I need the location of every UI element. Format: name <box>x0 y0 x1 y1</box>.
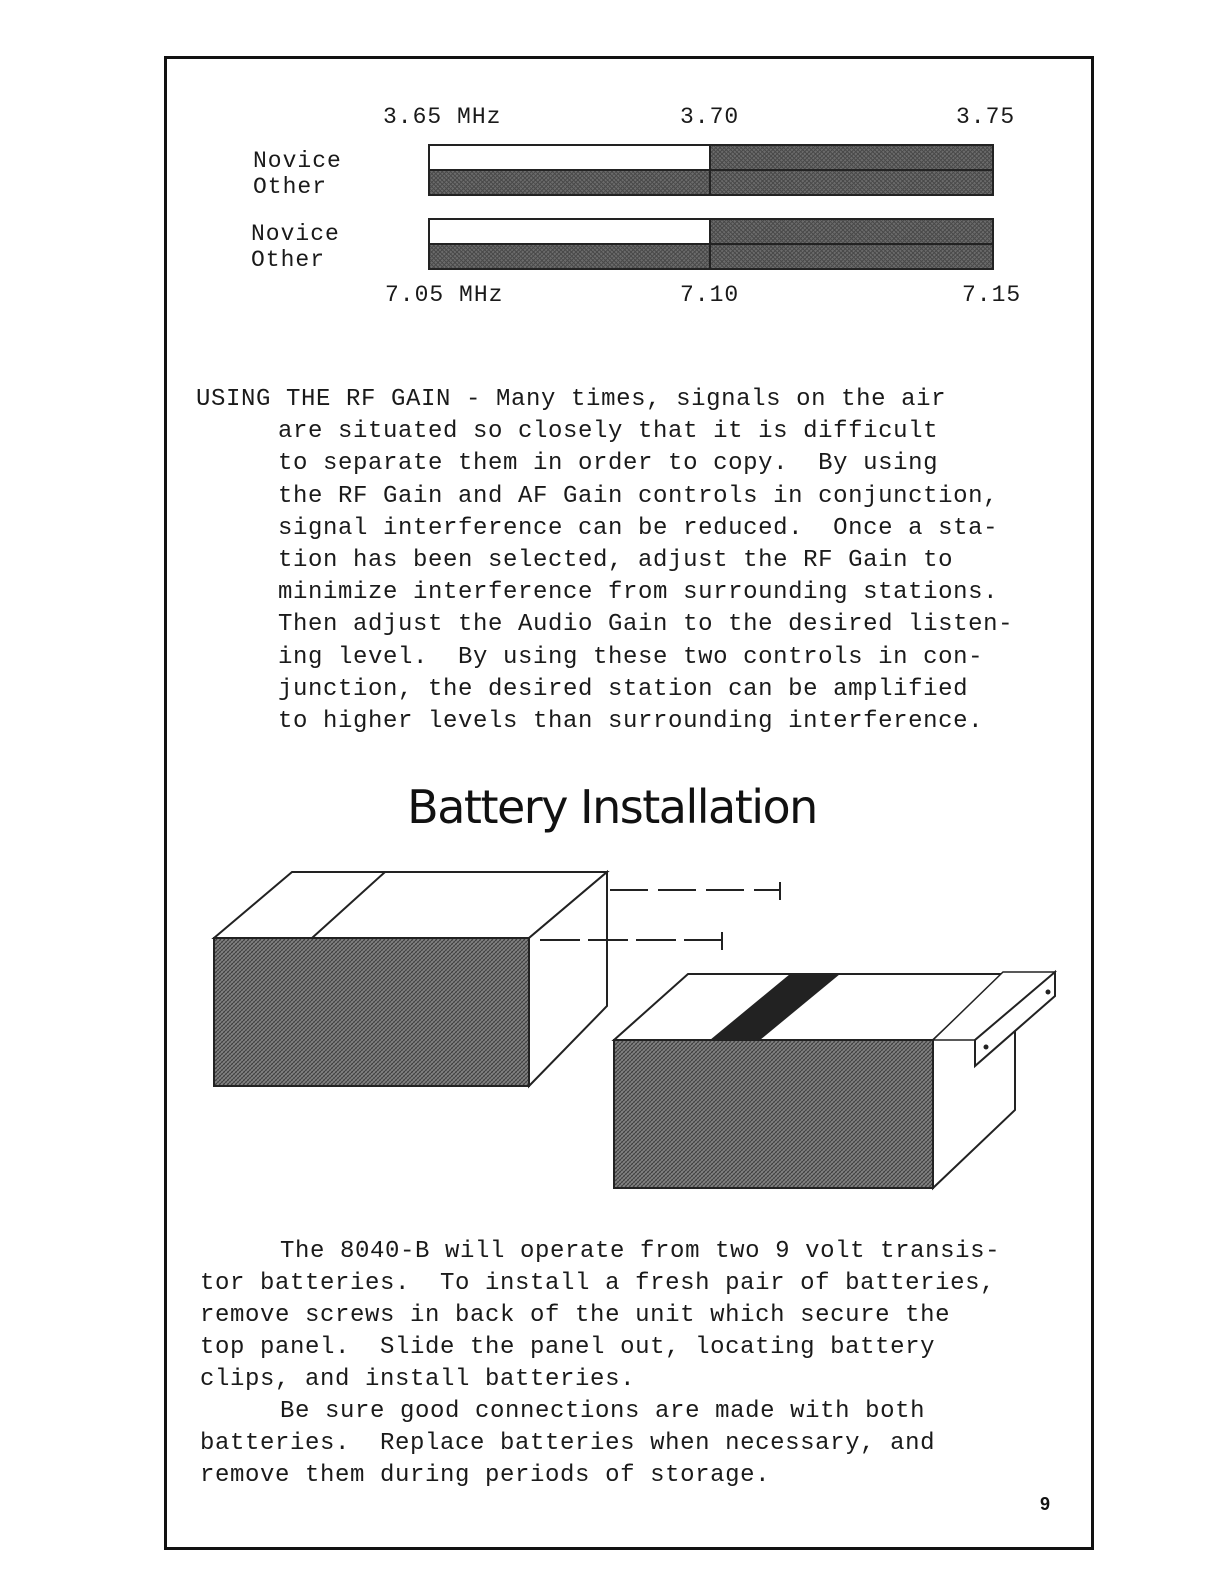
screw-icon <box>984 1045 989 1050</box>
battery-line: top panel. Slide the panel out, locating battery <box>200 1334 936 1361</box>
band2-freq-mid: 7.10 <box>680 282 740 308</box>
band1-label-other: Other <box>253 174 328 200</box>
band2-novice-segment-other <box>711 220 992 243</box>
band2-bar <box>428 218 994 270</box>
rf-gain-line: signal interference can be reduced. Once a sta- <box>278 514 999 542</box>
band1-bar <box>428 144 994 196</box>
rf-gain-line: are situated so closely that it is difficult <box>278 418 939 446</box>
band2-label-other: Other <box>251 247 326 273</box>
band2-other-segment-left <box>430 245 711 268</box>
rf-gain-line: Then adjust the Audio Gain to the desired listen- <box>278 611 1014 639</box>
rf-gain-line: junction, the desired station can be amplified <box>278 675 969 703</box>
screw-icon <box>1046 990 1051 995</box>
rf-gain-line: ing level. By using these two controls in con- <box>278 643 984 671</box>
battery-line: Be sure good connections are made with both <box>280 1398 926 1425</box>
battery-line: The 8040-B will operate from two 9 volt transis- <box>280 1238 1001 1265</box>
band2-novice-segment-open <box>430 220 711 243</box>
band2-labels <box>251 221 340 273</box>
band2-freq-start: 7.05 MHz <box>385 282 504 308</box>
band1-freq-mid: 3.70 <box>680 104 740 130</box>
band1-novice-segment-open <box>430 146 711 169</box>
closed-unit-front <box>214 938 529 1086</box>
band1-other-segment-right <box>711 171 992 194</box>
rf-gain-line: minimize interference from surrounding stations. <box>278 579 999 607</box>
band2-freq-end: 7.15 <box>962 282 1022 308</box>
rf-gain-line: to higher levels than surrounding interference. <box>278 708 984 736</box>
battery-installation-diagram <box>200 860 1070 1210</box>
rf-gain-line: tion has been selected, adjust the RF Gain to <box>278 547 954 575</box>
battery-line: clips, and install batteries. <box>200 1366 636 1393</box>
band1-other-segment-left <box>430 171 711 194</box>
battery-line: remove them during periods of storage. <box>200 1462 771 1489</box>
battery-paragraph <box>200 1236 1080 1492</box>
rf-gain-line: the RF Gain and AF Gain controls in conjunction, <box>278 482 999 510</box>
closed-unit-box <box>214 872 607 1086</box>
rf-gain-line: USING THE RF GAIN - Many times, signals on the air <box>196 386 947 413</box>
band1-novice-segment-other <box>711 146 992 169</box>
band2-other-segment-right <box>711 245 992 268</box>
open-unit-front <box>614 1040 933 1188</box>
band1-label-novice: Novice <box>253 148 342 174</box>
band2-label-novice: Novice <box>251 221 340 247</box>
rf-gain-line: to separate them in order to copy. By using <box>278 450 939 478</box>
open-unit-box <box>614 972 1055 1188</box>
section-title: Battery Installation <box>407 780 817 834</box>
rf-gain-paragraph <box>196 384 1076 738</box>
battery-line: batteries. Replace batteries when necessary, and <box>200 1430 936 1457</box>
battery-line: remove screws in back of the unit which secure the <box>200 1302 951 1329</box>
page-number: 9 <box>1040 1494 1051 1514</box>
band1-freq-end: 3.75 <box>956 104 1016 130</box>
battery-line: tor batteries. To install a fresh pair of batteries, <box>200 1270 996 1297</box>
band1-labels <box>253 148 342 200</box>
band1-freq-start: 3.65 MHz <box>383 104 502 130</box>
